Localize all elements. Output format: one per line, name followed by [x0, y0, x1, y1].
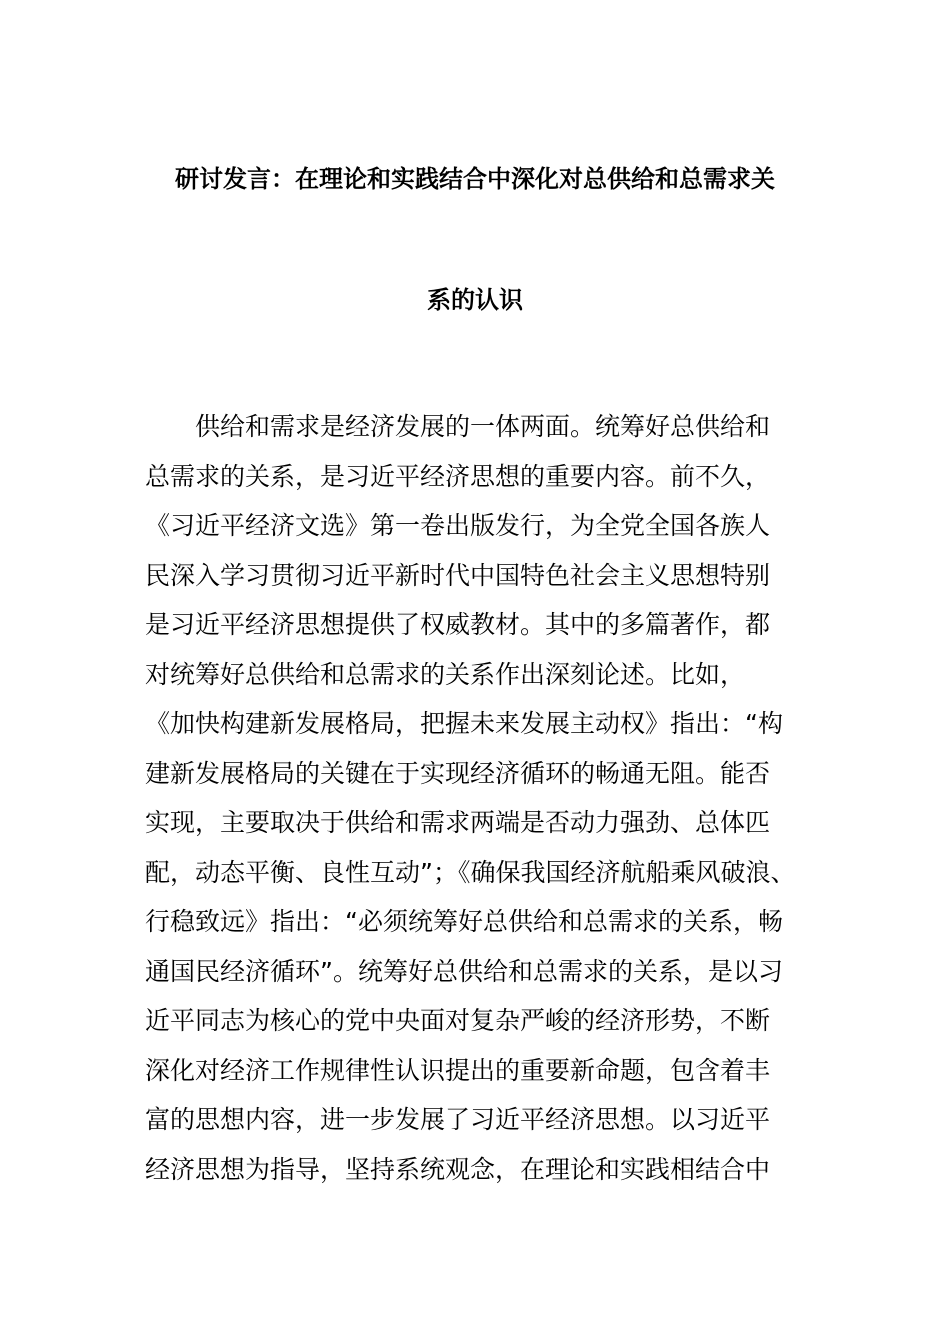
body-line: 供给和需求是经济发展的一体两面。统筹好总供给和	[195, 412, 771, 441]
body-line: 对统筹好总供给和总需求的关系作出深刻论述。比如，	[145, 659, 746, 689]
body-line: 建新发展格局的关键在于实现经济循环的畅通无阻。能否	[145, 758, 771, 788]
body-line: 近平同志为核心的党中央面对复杂严峻的经济形势，不断	[145, 1006, 771, 1035]
body-line: 实现，主要取决于供给和需求两端是否动力强劲、总体匹	[145, 808, 771, 837]
body-line: 配，动态平衡、良性互动”；《确保我国经济航船乘风破浪、	[145, 857, 796, 887]
document-title-line-2: 系的认识	[427, 286, 523, 314]
document-body	[145, 402, 815, 1194]
body-line: 民深入学习贯彻习近平新时代中国特色社会主义思想特别	[145, 560, 771, 590]
document-title-line-1: 研讨发言：在理论和实践结合中深化对总供给和总需求关	[175, 165, 775, 193]
body-line: 是习近平经济思想提供了权威教材。其中的多篇著作，都	[145, 610, 771, 639]
body-line: 通国民经济循环”。统筹好总供给和总需求的关系，是以习	[145, 956, 783, 986]
body-line: 富的思想内容，进一步发展了习近平经济思想。以习近平	[145, 1105, 771, 1134]
body-line: 经济思想为指导，坚持系统观念，在理论和实践相结合中	[145, 1154, 771, 1184]
body-line: 深化对经济工作规律性认识提出的重要新命题，包含着丰	[145, 1055, 771, 1085]
body-line: 《习近平经济文选》第一卷出版发行，为全党全国各族人	[145, 511, 771, 540]
body-line: 《加快构建新发展格局，把握未来发展主动权》指出：“构	[145, 709, 783, 738]
body-line: 行稳致远》指出：“必须统筹好总供给和总需求的关系，畅	[145, 907, 783, 936]
body-line: 总需求的关系，是习近平经济思想的重要内容。前不久，	[145, 461, 771, 491]
